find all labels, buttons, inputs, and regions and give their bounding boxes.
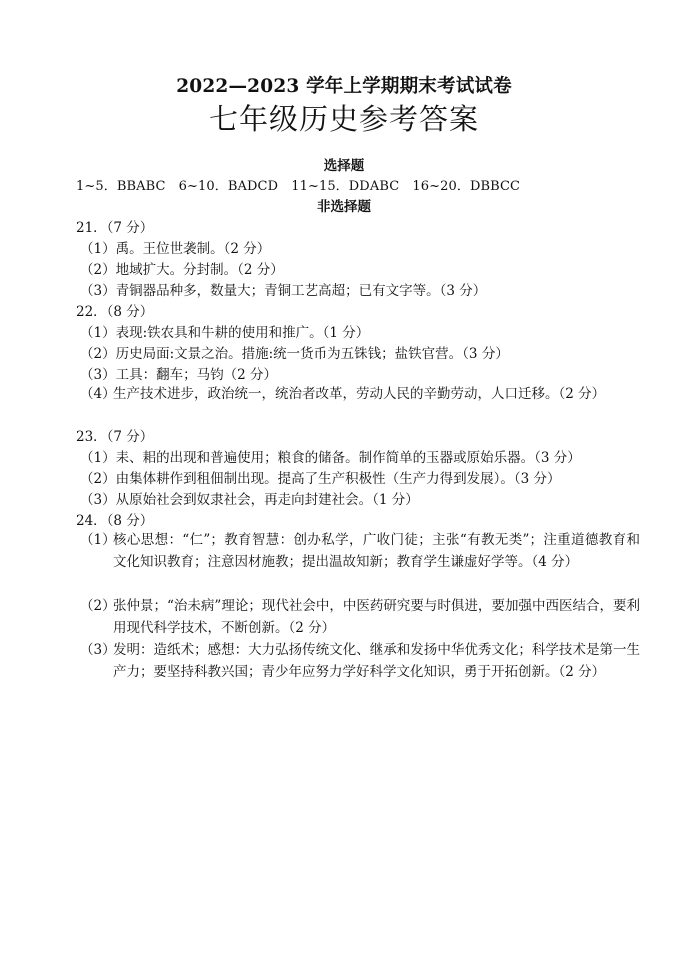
- q24-answer-3-number: （3）: [80, 642, 116, 658]
- q21-answer-3: （3）青铜器品种多，数量大；青铜工艺高超；已有文字等。（3 分）: [80, 283, 487, 299]
- question-22-label: 22．（8 分）: [76, 304, 154, 320]
- q24-answer-2-text: 张仲景；“治未病”理论；现代社会中，中医药研究要与时俱进，要加强中西医结合，要利用现代科学技术，不断创新。（2 分）: [113, 598, 640, 636]
- q23-answer-3: （3）从原始社会到奴隶社会，再走向封建社会。（1 分）: [80, 492, 419, 508]
- nonchoice-section-heading: 非选择题: [317, 199, 371, 215]
- q22-answer-1: （1）表现:铁农具和牛耕的使用和推广。（1 分）: [80, 325, 370, 341]
- document-title: 七年级历史参考答案: [208, 102, 479, 136]
- question-23-label: 23．（7 分）: [76, 429, 154, 445]
- q24-answer-3-text: 发明：造纸术；感想：大力弘扬传统文化、继承和发扬中华优秀文化；科学技术是第一生产力；要坚持科教兴国；青少年应努力学好科学文化知识，勇于开拓创新。（2 分）: [113, 642, 640, 680]
- q24-answer-1-number: （1）: [80, 532, 116, 548]
- q24-answer-3: [80, 640, 640, 683]
- q23-answer-2: （2）由集体耕作到租佃制出现。提高了生产积极性（生产力得到发展）。（3 分）: [80, 471, 561, 487]
- question-24-label: 24．（8 分）: [76, 513, 154, 529]
- q22-answer-4-number: （4）: [80, 386, 116, 402]
- exam-title: 2022—2023 学年上学期期末考试试卷: [176, 76, 512, 97]
- q21-answer-2: （2）地域扩大。分封制。（2 分）: [80, 262, 284, 278]
- question-21-label: 21．（7 分）: [76, 220, 154, 236]
- q22-answer-3: （3）工具：翻车；马钧（2 分）: [80, 367, 277, 383]
- q24-answer-2: [80, 596, 640, 639]
- q24-answer-2-number: （2）: [80, 598, 116, 614]
- q23-answer-1: （1）耒、耜的出现和普遍使用；粮食的储备。制作简单的玉器或原始乐器。（3 分）: [80, 450, 581, 466]
- choice-answers: 1~5．BBABC 6~10．BADCD 11~15．DDABC 16~20．DBBCC: [76, 179, 521, 194]
- q22-answer-4-text: 生产技术进步，政治统一，统治者改革，劳动人民的辛勤劳动，人口迁移。（2 分）: [113, 386, 606, 402]
- q24-answer-1-text: 核心思想：“仁”；教育智慧：创办私学，广收门徒；主张“有教无类”；注重道德教育和文化知识教育；注意因材施教；提出温故知新；教育学生谦虚好学等。（4 分）: [113, 532, 640, 570]
- choice-section-heading: 选择题: [323, 158, 365, 174]
- q22-answer-4: [80, 384, 640, 406]
- q22-answer-2: （2）历史局面:文景之治。措施:统一货币为五铢钱；盐铁官营。（3 分）: [80, 346, 509, 362]
- q21-answer-1: （1）禹。王位世袭制。（2 分）: [80, 241, 271, 257]
- q24-answer-1: [80, 530, 640, 573]
